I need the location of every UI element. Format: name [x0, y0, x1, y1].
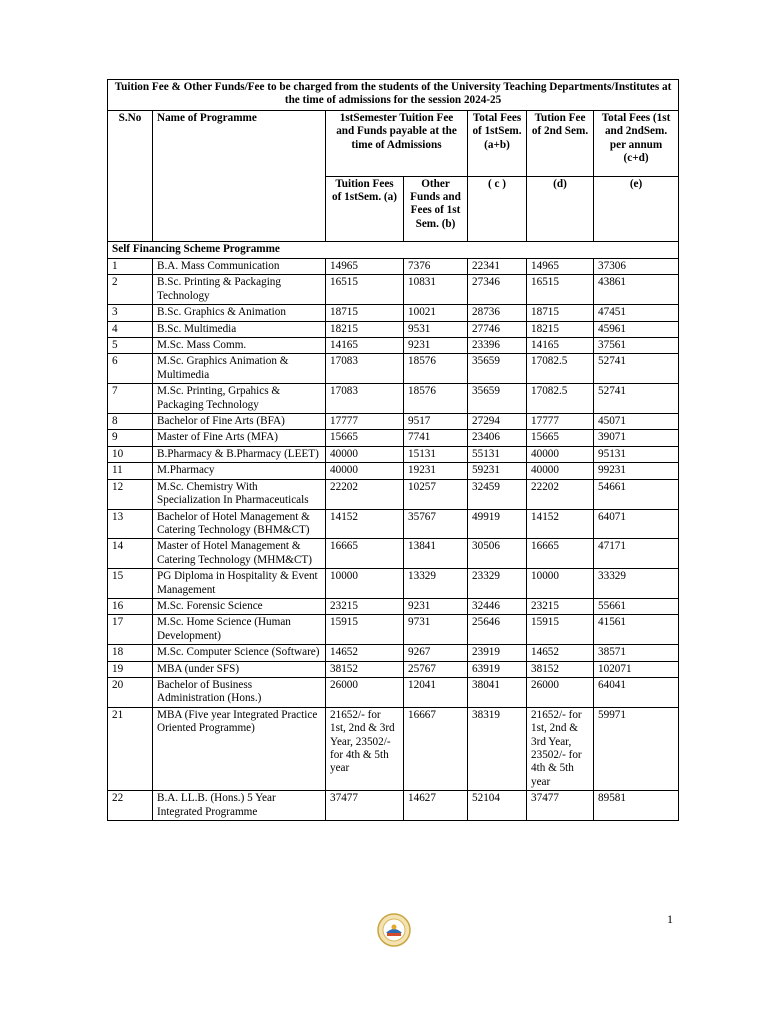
table-row	[108, 645, 679, 661]
cell-a: 16515	[326, 275, 404, 305]
cell-e: 47451	[594, 305, 679, 321]
cell-d: 17777	[527, 414, 594, 430]
cell-a: 14165	[326, 338, 404, 354]
cell-sno: 21	[108, 707, 153, 790]
cell-c: 38041	[468, 677, 527, 707]
cell-e: 95131	[594, 446, 679, 462]
cell-b: 10021	[404, 305, 468, 321]
cell-a: 15915	[326, 615, 404, 645]
cell-d: 16665	[527, 539, 594, 569]
cell-sno: 3	[108, 305, 153, 321]
cell-c: 59231	[468, 463, 527, 479]
cell-a: 40000	[326, 446, 404, 462]
table-row	[108, 539, 679, 569]
cell-b: 15131	[404, 446, 468, 462]
cell-e: 43861	[594, 275, 679, 305]
table-row	[108, 569, 679, 599]
cell-e: 102071	[594, 661, 679, 677]
cell-name: PG Diploma in Hospitality & Event Management	[153, 569, 326, 599]
cell-d: 15665	[527, 430, 594, 446]
table-row	[108, 384, 679, 414]
cell-name: B.Sc. Printing & Packaging Technology	[153, 275, 326, 305]
cell-name: M.Sc. Computer Science (Software)	[153, 645, 326, 661]
cell-c: 32446	[468, 598, 527, 614]
cell-d: 14165	[527, 338, 594, 354]
cell-a: 21652/- for 1st, 2nd & 3rd Year, 23502/- for 4th & 5th year	[326, 707, 404, 790]
cell-b: 18576	[404, 384, 468, 414]
cell-d: 18215	[527, 321, 594, 337]
fee-table	[107, 79, 679, 821]
table-row	[108, 430, 679, 446]
cell-c: 27746	[468, 321, 527, 337]
cell-b: 12041	[404, 677, 468, 707]
cell-sno: 17	[108, 615, 153, 645]
cell-a: 22202	[326, 479, 404, 509]
cell-c: 63919	[468, 661, 527, 677]
cell-sno: 14	[108, 539, 153, 569]
header-first-sem-group: 1stSemester Tuition Fee and Funds payable at the time of Admissions	[326, 111, 468, 177]
cell-e: 47171	[594, 539, 679, 569]
table-row	[108, 354, 679, 384]
cell-a: 16665	[326, 539, 404, 569]
table-title: Tuition Fee & Other Funds/Fee to be charged from the students of the University Teaching Departments/Institutes at the time of admissions for the session 2024-25	[108, 80, 679, 111]
table-row	[108, 598, 679, 614]
cell-b: 19231	[404, 463, 468, 479]
cell-c: 32459	[468, 479, 527, 509]
cell-sno: 16	[108, 598, 153, 614]
cell-sno: 1	[108, 259, 153, 275]
cell-a: 17777	[326, 414, 404, 430]
cell-c: 35659	[468, 354, 527, 384]
cell-name: B.A. LL.B. (Hons.) 5 Year Integrated Programme	[153, 791, 326, 821]
section-row	[108, 242, 679, 259]
cell-a: 18715	[326, 305, 404, 321]
cell-name: MBA (under SFS)	[153, 661, 326, 677]
cell-c: 30506	[468, 539, 527, 569]
header-programme-name: Name of Programme	[153, 111, 326, 242]
table-row	[108, 463, 679, 479]
cell-b: 9231	[404, 598, 468, 614]
cell-e: 55661	[594, 598, 679, 614]
cell-c: 49919	[468, 509, 527, 539]
cell-name: M.Sc. Forensic Science	[153, 598, 326, 614]
cell-a: 14152	[326, 509, 404, 539]
cell-name: B.Sc. Multimedia	[153, 321, 326, 337]
cell-name: Bachelor of Hotel Management & Catering Technology (BHM&CT)	[153, 509, 326, 539]
cell-a: 38152	[326, 661, 404, 677]
table-title-row	[108, 80, 679, 111]
cell-d: 38152	[527, 661, 594, 677]
table-row	[108, 615, 679, 645]
cell-b: 13329	[404, 569, 468, 599]
cell-c: 28736	[468, 305, 527, 321]
section-heading: Self Financing Scheme Programme	[108, 242, 679, 259]
cell-a: 18215	[326, 321, 404, 337]
cell-c: 23406	[468, 430, 527, 446]
cell-sno: 9	[108, 430, 153, 446]
cell-a: 37477	[326, 791, 404, 821]
cell-sno: 5	[108, 338, 153, 354]
cell-d: 10000	[527, 569, 594, 599]
cell-name: Bachelor of Fine Arts (BFA)	[153, 414, 326, 430]
cell-sno: 8	[108, 414, 153, 430]
cell-d: 15915	[527, 615, 594, 645]
table-row	[108, 275, 679, 305]
cell-sno: 15	[108, 569, 153, 599]
header-col-e: (e)	[594, 176, 679, 242]
cell-b: 25767	[404, 661, 468, 677]
header-tuition-first-sem: Tuition Fees of 1stSem. (a)	[326, 176, 404, 242]
cell-b: 35767	[404, 509, 468, 539]
cell-e: 37306	[594, 259, 679, 275]
cell-name: Master of Hotel Management & Catering Technology (MHM&CT)	[153, 539, 326, 569]
table-row	[108, 414, 679, 430]
cell-d: 22202	[527, 479, 594, 509]
cell-a: 40000	[326, 463, 404, 479]
header-col-c: ( c )	[468, 176, 527, 242]
cell-c: 23329	[468, 569, 527, 599]
table-row	[108, 446, 679, 462]
cell-name: B.Pharmacy & B.Pharmacy (LEET)	[153, 446, 326, 462]
cell-e: 64041	[594, 677, 679, 707]
cell-d: 21652/- for 1st, 2nd & 3rd Year, 23502/- for 4th & 5th year	[527, 707, 594, 790]
cell-d: 37477	[527, 791, 594, 821]
cell-e: 41561	[594, 615, 679, 645]
cell-b: 9531	[404, 321, 468, 337]
cell-sno: 13	[108, 509, 153, 539]
cell-sno: 6	[108, 354, 153, 384]
cell-e: 59971	[594, 707, 679, 790]
cell-a: 14652	[326, 645, 404, 661]
page-number: 1	[667, 912, 673, 926]
cell-e: 33329	[594, 569, 679, 599]
cell-a: 10000	[326, 569, 404, 599]
table-row	[108, 677, 679, 707]
cell-b: 9231	[404, 338, 468, 354]
table-row	[108, 707, 679, 790]
cell-c: 23396	[468, 338, 527, 354]
cell-d: 14965	[527, 259, 594, 275]
cell-sno: 2	[108, 275, 153, 305]
cell-b: 7741	[404, 430, 468, 446]
cell-b: 7376	[404, 259, 468, 275]
header-other-funds: Other Funds and Fees of 1st Sem. (b)	[404, 176, 468, 242]
university-seal-icon	[377, 913, 411, 947]
cell-name: M.Sc. Graphics Animation & Multimedia	[153, 354, 326, 384]
cell-sno: 20	[108, 677, 153, 707]
cell-c: 22341	[468, 259, 527, 275]
cell-e: 52741	[594, 384, 679, 414]
cell-name: M.Sc. Mass Comm.	[153, 338, 326, 354]
cell-c: 35659	[468, 384, 527, 414]
cell-c: 55131	[468, 446, 527, 462]
cell-d: 26000	[527, 677, 594, 707]
cell-sno: 11	[108, 463, 153, 479]
cell-name: M.Sc. Chemistry With Specialization In Pharmaceuticals	[153, 479, 326, 509]
cell-c: 38319	[468, 707, 527, 790]
cell-b: 9517	[404, 414, 468, 430]
header-total-annual: Total Fees (1st and 2ndSem. per annum (c+d)	[594, 111, 679, 177]
cell-e: 52741	[594, 354, 679, 384]
cell-c: 27294	[468, 414, 527, 430]
cell-sno: 10	[108, 446, 153, 462]
table-row	[108, 479, 679, 509]
cell-name: B.A. Mass Communication	[153, 259, 326, 275]
cell-name: M.Sc. Printing, Grpahics & Packaging Technology	[153, 384, 326, 414]
cell-e: 54661	[594, 479, 679, 509]
header-total-first-sem: Total Fees of 1stSem. (a+b)	[468, 111, 527, 177]
header-row-1	[108, 111, 679, 177]
cell-name: M.Sc. Home Science (Human Development)	[153, 615, 326, 645]
cell-d: 17082.5	[527, 384, 594, 414]
cell-name: Bachelor of Business Administration (Hons.)	[153, 677, 326, 707]
table-row	[108, 791, 679, 821]
cell-name: Master of Fine Arts (MFA)	[153, 430, 326, 446]
cell-c: 25646	[468, 615, 527, 645]
cell-b: 18576	[404, 354, 468, 384]
table-row	[108, 338, 679, 354]
cell-b: 16667	[404, 707, 468, 790]
cell-d: 14152	[527, 509, 594, 539]
table-row	[108, 305, 679, 321]
cell-d: 40000	[527, 463, 594, 479]
table-row	[108, 509, 679, 539]
cell-b: 9267	[404, 645, 468, 661]
cell-sno: 4	[108, 321, 153, 337]
cell-name: B.Sc. Graphics & Animation	[153, 305, 326, 321]
cell-a: 17083	[326, 384, 404, 414]
header-tuition-second-sem: Tution Fee of 2nd Sem.	[527, 111, 594, 177]
cell-sno: 18	[108, 645, 153, 661]
cell-sno: 7	[108, 384, 153, 414]
cell-name: MBA (Five year Integrated Practice Oriented Programme)	[153, 707, 326, 790]
cell-e: 64071	[594, 509, 679, 539]
table-row	[108, 661, 679, 677]
cell-e: 99231	[594, 463, 679, 479]
cell-d: 18715	[527, 305, 594, 321]
cell-name: M.Pharmacy	[153, 463, 326, 479]
cell-sno: 19	[108, 661, 153, 677]
cell-d: 16515	[527, 275, 594, 305]
cell-c: 52104	[468, 791, 527, 821]
cell-b: 9731	[404, 615, 468, 645]
cell-b: 10257	[404, 479, 468, 509]
cell-b: 10831	[404, 275, 468, 305]
cell-a: 17083	[326, 354, 404, 384]
cell-b: 13841	[404, 539, 468, 569]
cell-d: 14652	[527, 645, 594, 661]
table-row	[108, 321, 679, 337]
cell-a: 23215	[326, 598, 404, 614]
cell-d: 40000	[527, 446, 594, 462]
cell-e: 37561	[594, 338, 679, 354]
cell-c: 27346	[468, 275, 527, 305]
cell-e: 45961	[594, 321, 679, 337]
header-col-d: (d)	[527, 176, 594, 242]
cell-e: 89581	[594, 791, 679, 821]
cell-d: 17082.5	[527, 354, 594, 384]
cell-a: 14965	[326, 259, 404, 275]
table-row	[108, 259, 679, 275]
cell-b: 14627	[404, 791, 468, 821]
cell-sno: 22	[108, 791, 153, 821]
header-sno: S.No	[108, 111, 153, 242]
cell-e: 39071	[594, 430, 679, 446]
cell-sno: 12	[108, 479, 153, 509]
cell-e: 38571	[594, 645, 679, 661]
cell-c: 23919	[468, 645, 527, 661]
cell-a: 26000	[326, 677, 404, 707]
cell-e: 45071	[594, 414, 679, 430]
cell-a: 15665	[326, 430, 404, 446]
cell-d: 23215	[527, 598, 594, 614]
